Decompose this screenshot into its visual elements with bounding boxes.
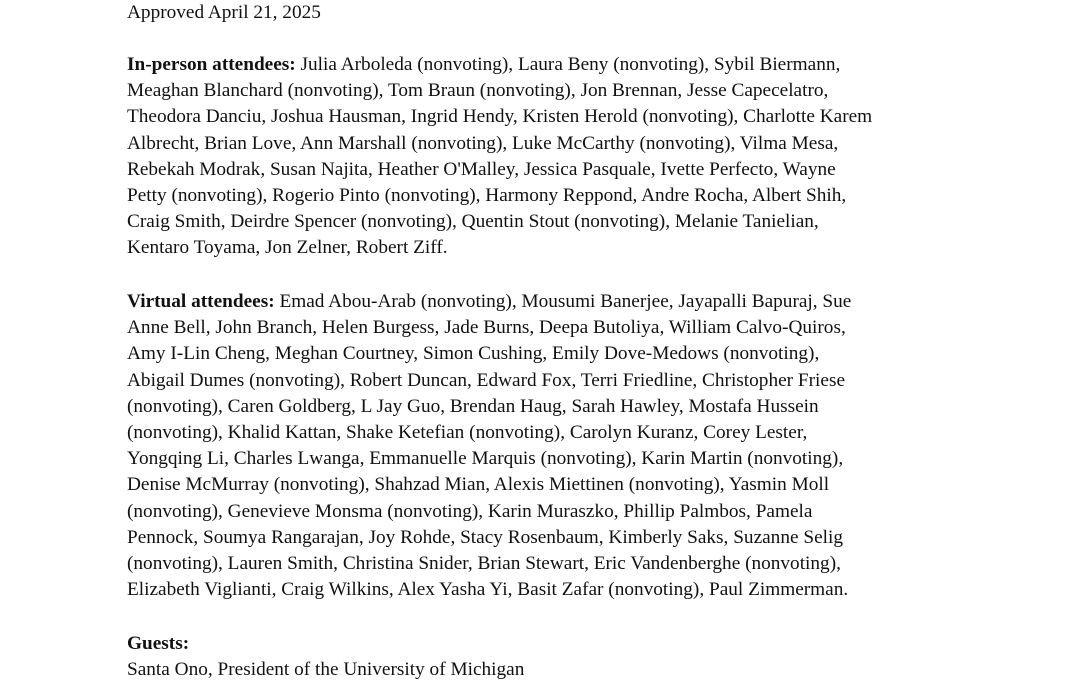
in-person-attendees-paragraph xyxy=(127,52,957,262)
virtual-line-3: Amy I-Lin Cheng, Meghan Courtney, Simon Cushing, Emily Dove-Medows (nonvoting), xyxy=(127,343,820,365)
in-person-attendees-section xyxy=(127,52,957,262)
in-person-attendees-label: In-person attendees: xyxy=(127,54,296,75)
in-person-line-3: Theodora Danciu, Joshua Hausman, Ingrid Hendy, Kristen Herold (nonvoting), Charlotte Karem xyxy=(127,106,873,128)
guest-line-1: Santa Ono, President of the University of Michigan xyxy=(127,659,525,681)
virtual-line-8: Denise McMurray (nonvoting), Shahzad Mian, Alexis Miettinen (nonvoting), Yasmin Moll xyxy=(127,474,830,496)
virtual-line-text: Emad Abou-Arab (nonvoting), Mousumi Banerjee, Jayapalli Bapuraj, Sue xyxy=(279,291,852,312)
in-person-line-8: Kentaro Toyama, Jon Zelner, Robert Ziff. xyxy=(127,237,448,259)
guests-label: Guests: xyxy=(127,633,190,654)
in-person-line-4: Albrecht, Brian Love, Ann Marshall (nonvoting), Luke McCarthy (nonvoting), Vilma Mesa, xyxy=(127,132,839,154)
virtual-attendees-label: Virtual attendees: xyxy=(127,291,275,312)
approval-date: Approved April 21, 2025 xyxy=(127,2,321,23)
virtual-attendees-section xyxy=(127,289,957,603)
guests-section xyxy=(127,631,957,683)
virtual-line-7: Yongqing Li, Charles Lwanga, Emmanuelle Marquis (nonvoting), Karin Martin (nonvoting), xyxy=(127,448,844,470)
virtual-attendees-paragraph xyxy=(127,289,957,603)
virtual-line-5: (nonvoting), Caren Goldberg, L Jay Guo, Brendan Haug, Sarah Hawley, Mostafa Hussein xyxy=(127,395,819,417)
virtual-line-1 xyxy=(127,289,957,315)
in-person-line-2: Meaghan Blanchard (nonvoting), Tom Braun (nonvoting), Jon Brennan, Jesse Capecelatro, xyxy=(127,80,829,102)
virtual-line-6: (nonvoting), Khalid Kattan, Shake Ketefian (nonvoting), Carolyn Kuranz, Corey Lester, xyxy=(127,422,808,444)
in-person-line-1 xyxy=(127,52,957,78)
in-person-line-6: Petty (nonvoting), Rogerio Pinto (nonvoting), Harmony Reppond, Andre Rocha, Albert Shih, xyxy=(127,185,847,207)
virtual-line-11: (nonvoting), Lauren Smith, Christina Snider, Brian Stewart, Eric Vandenberghe (nonvoting), xyxy=(127,553,841,575)
guests-paragraph xyxy=(127,631,957,683)
virtual-line-10: Pennock, Soumya Rangarajan, Joy Rohde, Stacy Rosenbaum, Kimberly Saks, Suzanne Selig xyxy=(127,526,843,548)
virtual-line-4: Abigail Dumes (nonvoting), Robert Duncan, Edward Fox, Terri Friedline, Christopher Friese xyxy=(127,369,845,391)
virtual-line-2: Anne Bell, John Branch, Helen Burgess, Jade Burns, Deepa Butoliya, William Calvo-Quiros, xyxy=(127,317,846,339)
in-person-line-text: Julia Arboleda (nonvoting), Laura Beny (nonvoting), Sybil Biermann, xyxy=(300,54,841,75)
in-person-line-7: Craig Smith, Deirdre Spencer (nonvoting), Quentin Stout (nonvoting), Melanie Tanielian, xyxy=(127,211,819,233)
virtual-line-9: (nonvoting), Genevieve Monsma (nonvoting), Karin Muraszko, Phillip Palmbos, Pamela xyxy=(127,500,813,522)
in-person-line-5: Rebekah Modrak, Susan Najita, Heather O'Malley, Jessica Pasquale, Ivette Perfecto, Wayne xyxy=(127,158,836,180)
virtual-line-12: Elizabeth Viglianti, Craig Wilkins, Alex Yasha Yi, Basit Zafar (nonvoting), Paul Zimmerman. xyxy=(127,579,849,601)
